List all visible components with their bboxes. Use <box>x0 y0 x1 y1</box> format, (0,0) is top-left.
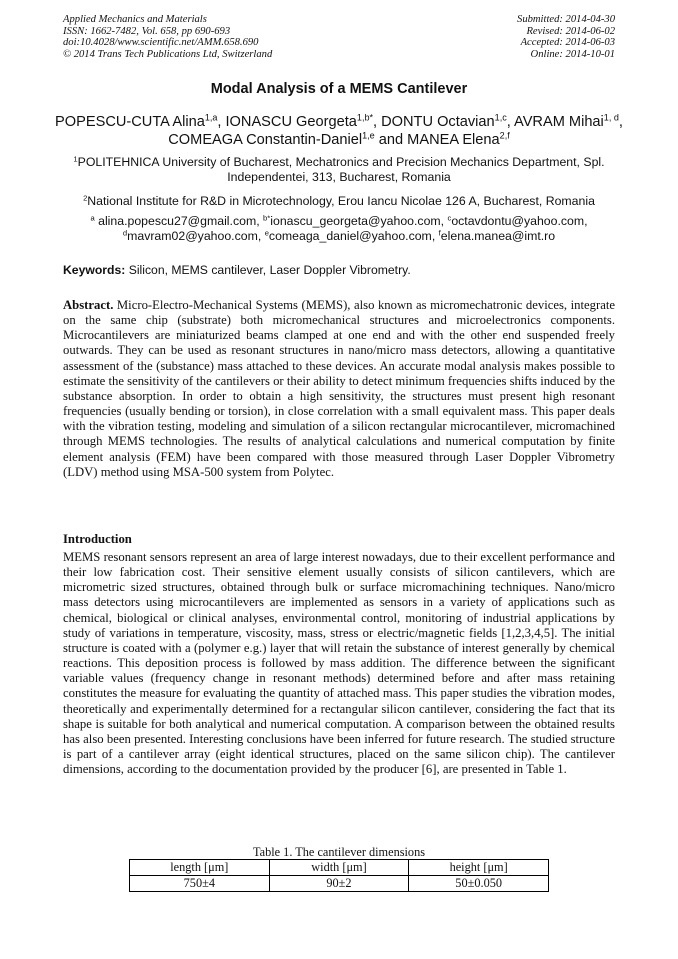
author-separator: , <box>373 114 382 130</box>
table-cell: 750±4 <box>130 876 270 892</box>
copyright: © 2014 Trans Tech Publications Ltd, Switzerland <box>63 48 273 60</box>
email-separator: , <box>584 214 588 228</box>
abstract-text: Micro-Electro-Mechanical Systems (MEMS), also known as micromechatronic devices, integrate on the same chip (substrate) both micromechanical structures and microelectronics components. Microcantilevers are miniaturized beams clamped at one end and with the other end suspended freely outwards. They can be used as resonant structures in nano/micro mass detectors, allowing a quantitative assessment of the (substance) mass attached to these devices. An accurate modal analysis makes possible to estimate the sensitivity of the cantilevers or their ability to detect minimum frequencies shifts induced by the substance absorption. In order to obtain a high sensitivity, the structures must present high resonant frequencies (usually bending or torsion), in close correlation with a small equivalent mass. This paper deals with the vibration testing, modeling and simulation of a silicon rectangular microcantilever, micromachined through MEMS technologies. The results of analytical calculations and numerical computation by finite element analysis (FEM) have been compared with those measured through Laser Doppler Vibrometry (LDV) method using MSA-500 system from Polytec. <box>63 298 615 479</box>
author-affil-sup: 2,f <box>499 130 510 141</box>
author: COMEAGA Constantin-Daniel <box>168 132 363 148</box>
online-date: Online: 2014-10-01 <box>530 48 615 60</box>
journal-name: Applied Mechanics and Materials <box>63 14 207 25</box>
journal-header-left <box>63 14 272 60</box>
email: mavram02@yahoo.com <box>127 229 258 243</box>
accepted-date: Accepted: 2014-06-03 <box>520 37 615 49</box>
author-affil-sup: 1,c <box>494 112 507 123</box>
keywords-label: Keywords: <box>63 263 126 277</box>
author-affil-sup: 1,b* <box>356 112 374 123</box>
email: comeaga_daniel@yahoo.com <box>268 229 432 243</box>
journal-header-right <box>517 14 615 60</box>
author: POPESCU-CUTA Alina <box>55 114 205 130</box>
table-row <box>130 876 549 892</box>
email: elena.manea@imt.ro <box>440 229 556 243</box>
abstract-label: Abstract. <box>63 298 114 312</box>
email-separator: , <box>440 214 448 228</box>
email-separator: , <box>431 229 439 243</box>
introduction-text: MEMS resonant sensors represent an area of large interest nowadays, due to their excellent performance and their low fabrication cost. Their sensitive element usually consists of silicon cantilevers, which are micrometric sized structures, obtained through bulk or surface micromachining techniques. Nano/micro mass detectors using microcantilevers are implemented as sensors in a variety of applications such as chemical, biological or clinical analyses, environmental control, monitoring of industrial applications by study of variations in temperature, viscosity, mass, stress or electric/magnetic fields [1,2,3,4,5]. The initial structure is coated with a (polymer e.g.) layer that will retain the substance of interest generally by chemical reactions. This deposition process is followed by mass addition. The difference between the significant variable values (frequency change in resonant methods) determined before and after mass retaining constitutes the measure for evaluating the quantity of attached mass. This paper studies the vibration modes, theoretically and experimentally determined for a rectangular silicon cantilever, considering the fact that its shape is suitable for both analytical and numerical computation. A comparison between the obtained results has also been presented. Interesting conclusions have been inferred for future research. The studied structure is part of a cantilever array (eight identical structures, placed on the same silicon chip). The cantilever dimensions, according to the documentation provided by the producer [6], are presented in Table 1. <box>63 550 615 777</box>
email-sup: a <box>90 213 95 223</box>
author-affil-sup: 1, d <box>603 112 619 123</box>
abstract <box>63 298 615 480</box>
author: DONTU Octavian <box>381 114 495 130</box>
dimensions-table <box>129 859 549 892</box>
author: MANEA Elena <box>407 132 500 148</box>
email: octavdontu@yahoo.com <box>451 214 585 228</box>
keywords <box>63 263 615 277</box>
email: ionascu_georgeta@yahoo.com <box>270 214 441 228</box>
author-affil-sup: 1,a <box>204 112 218 123</box>
table-header-cell: length [μm] <box>130 860 270 876</box>
email-sup: f <box>438 228 441 238</box>
email-sup: c <box>447 213 452 223</box>
author-separator: , <box>217 114 226 130</box>
email-sup: d <box>122 228 128 238</box>
author-separator: and <box>374 132 408 148</box>
keywords-text: Silicon, MEMS cantilever, Laser Doppler Vibrometry. <box>125 263 411 277</box>
author-list <box>40 113 638 149</box>
affiliation-1 <box>60 155 618 185</box>
affiliation-text: National Institute for R&D in Microtechnology, Erou Iancu Nicolae 126 A, Bucharest, Romania <box>87 194 595 208</box>
author: IONASCU Georgeta <box>225 114 357 130</box>
author-emails <box>60 214 618 244</box>
email: alina.popescu27@gmail.com <box>98 214 257 228</box>
issn: ISSN: 1662-7482, Vol. 658, pp 690-693 <box>63 25 231 37</box>
email-separator: , <box>257 229 265 243</box>
doi: doi:10.4028/www.scientific.net/AMM.658.690 <box>63 37 259 49</box>
section-heading-introduction: Introduction <box>63 532 132 546</box>
author: AVRAM Mihai <box>514 114 604 130</box>
affiliation-number: 1 <box>73 154 78 164</box>
affiliation-2 <box>60 194 618 209</box>
table-header-cell: height [μm] <box>409 860 549 876</box>
author-separator: , <box>506 114 515 130</box>
email-sup: e <box>264 228 269 238</box>
author-separator: , <box>618 114 623 130</box>
paper-title: Modal Analysis of a MEMS Cantilever <box>210 81 468 97</box>
revised-date: Revised: 2014-06-02 <box>526 25 615 37</box>
table-caption: Table 1. The cantilever dimensions <box>252 845 426 859</box>
author-affil-sup: 1,e <box>362 130 375 141</box>
email-sup: b* <box>263 213 271 223</box>
table-header-row <box>130 860 549 876</box>
submitted-date: Submitted: 2014-04-30 <box>517 14 615 25</box>
table-cell: 90±2 <box>269 876 409 892</box>
email-separator: , <box>256 214 264 228</box>
affiliation-number: 2 <box>83 193 88 203</box>
table-header-cell: width [μm] <box>269 860 409 876</box>
affiliation-text: POLITEHNICA University of Bucharest, Mechatronics and Precision Mechanics Department, Spl. Independentei, 313, Bucharest, Romania <box>77 155 605 184</box>
table-cell: 50±0.050 <box>409 876 549 892</box>
